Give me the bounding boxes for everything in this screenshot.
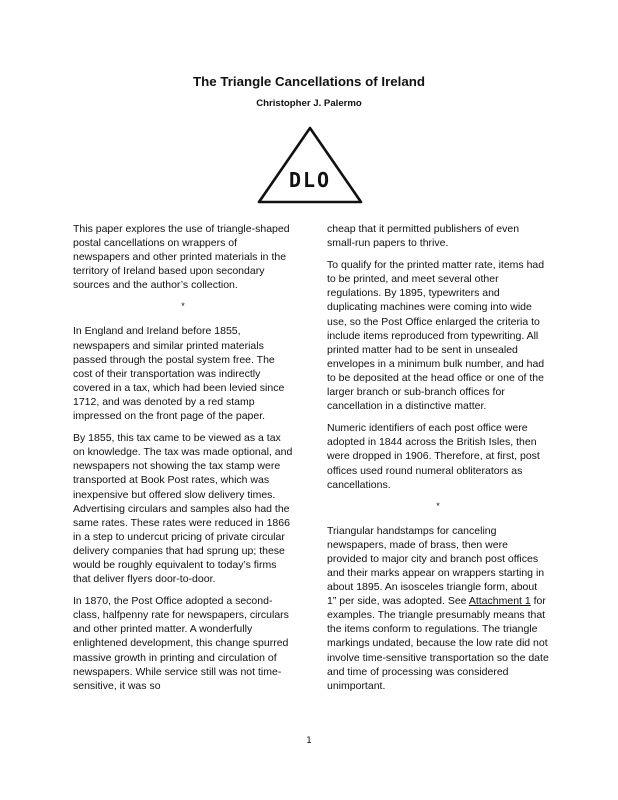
left-column: [73, 222, 293, 701]
paragraph: In England and Ireland before 1855, newspapers and similar printed materials passed through the postal system free. The cost of their transportation was indirectly covered in a tax, which had been levied since 1712, and was denoted by a red stamp impressed on the front page of the paper.: [73, 325, 285, 423]
right-column: [327, 222, 549, 701]
triangle-dlo-cancellation-icon: [256, 125, 364, 205]
author-name: Christopher J. Palermo: [256, 98, 362, 109]
paragraph-text: for examples. The triangle presumably means that the items conform to regulations. The triangle markings undated, because the low rate did not involve time-sensitive transportation so the date and time of processing was considered unimportant.: [327, 595, 549, 692]
paragraph: cheap that it permitted publishers of even small-run papers to thrive.: [327, 223, 520, 250]
logo-text: DLO: [288, 168, 332, 192]
page-number: 1: [306, 736, 312, 746]
paragraph: Numeric identifiers of each post office were adopted in 1844 across the British Isles, then were dropped in 1906. Therefore, at first, post offices used round numeral obliterators as cancellations.: [327, 422, 540, 491]
paragraph: To qualify for the printed matter rate, items had to be printed, and meet several other regulations. By 1895, typewriters and duplicating machines were coming into wide use, so the Post Office enlarged the criteria to include items reproduced from typewriting. All printed matter had to be sent in unsealed envelopes in a minimum bulk number, and had to be deposited at the head office or one of the larger branch or sub-branch offices for cancellation in a distinctive matter.: [327, 259, 545, 413]
paragraph-text: Triangular handstamps for canceling newspapers, made of brass, then were provided to major city and branch post offices and their marks appear on wrappers starting in about 1895. An isosceles triangle form, about 1” per side, was adopted. See: [327, 524, 545, 608]
paragraph: By 1855, this tax came to be viewed as a tax on knowledge. The tax was made optional, and newspapers not showing the tax stamp were transported at Book Post rates, which was inexpensive but offered slow delivery times. Advertising circulars and samples also had the same rates. These rates were reduced in 1866 in a step to undercut pricing of private circular delivery companies that had sprung up; these would be roughly equivalent to today’s firms that deliver flyers door-to-door.: [73, 432, 293, 586]
paragraph: In 1870, the Post Office adopted a second-class, halfpenny rate for newspapers, circulars and other printed matter. A wonderfully enlightened development, this change spurred massive growth in printing and circulation of newspapers. While service still was not time-sensitive, it was so: [73, 595, 289, 692]
paper-title: The Triangle Cancellations of Ireland: [192, 74, 425, 89]
section-separator: *: [436, 500, 440, 511]
section-separator: *: [181, 301, 185, 312]
paragraph: This paper explores the use of triangle-shaped postal cancellations on wrappers of newspapers and other printed materials in the territory of Ireland based upon secondary sources and the author’s collection.: [73, 223, 290, 292]
paragraph: [327, 524, 549, 693]
attachment-1-link[interactable]: Attachment 1: [468, 595, 531, 608]
